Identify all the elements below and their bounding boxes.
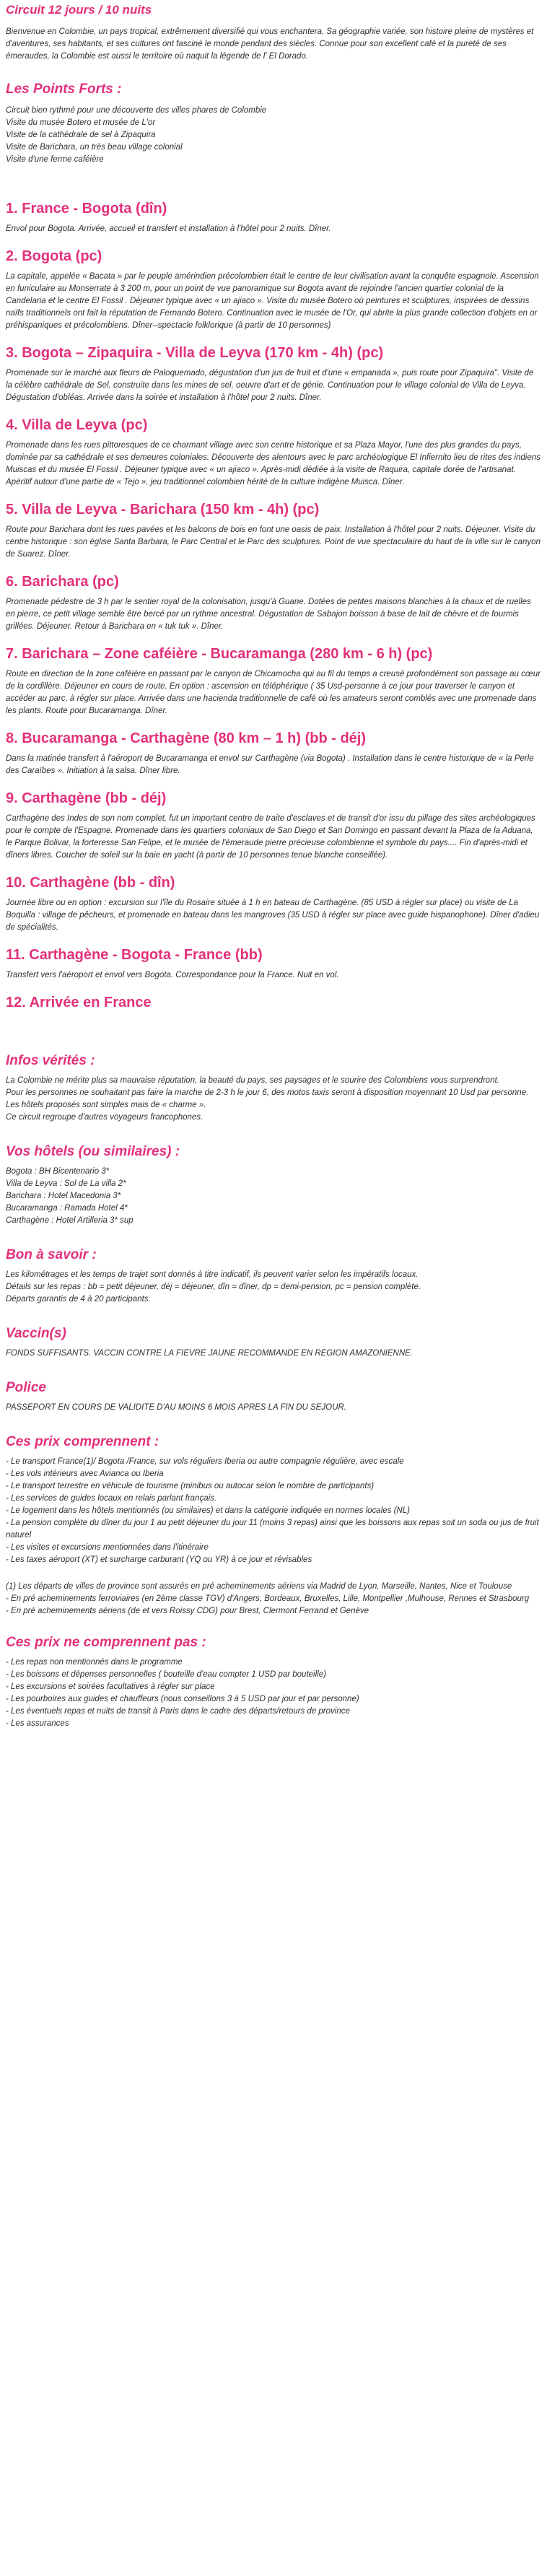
comprend-note: - En pré acheminements aériens (de et vers Roissy CDG) pour Brest, Clermont Ferrand et Genève — [6, 1607, 369, 1615]
ne-comprend-line: - Les boissons et dépenses personnelles ( bouteille d'eau compter 1 USD par bouteille) — [6, 1670, 326, 1679]
comprend-line: - Le transport France(1)/ Bogota /France, sur vols réguliers Iberia ou autre compagnie régulière, avec escale — [6, 1457, 404, 1466]
bon-savoir-heading: Bon à savoir : — [6, 1247, 97, 1262]
hotels-list — [6, 1166, 541, 1227]
ne-comprend-line: - Les repas non mentionnés dans le programme — [6, 1658, 183, 1667]
ne-comprend-list — [6, 1656, 541, 1730]
day-title: 6. Barichara (pc) — [6, 574, 119, 590]
infos-heading: Infos vérités : — [6, 1053, 95, 1068]
points-forts-list — [6, 105, 541, 166]
day-text: La capitale, appelée « Bacata » par le peuple amérindien précolombien était le centre de leur civilisation avant la conquête espagnole. Ascension en funiculaire au Monserrate à 3 200 m, pour un point de vue panoramique sur Bogota avant de rejoindre l'ancien quartier colonial de la Candelaria et le centre El Fossil . Déjeuner typique avec « un ajiaco ». Visite du musée Botero où peintures et sculptures, inspirées de dessins naïfs traditionnels ont fait la réputation de Fernando Botero. Continuation avec le musée de l'Or, qui abrite la plus grande collection d'objets en or préhispaniques et précolombiens. Dîner--spectacle folklorique (à partir de 10 personnes) — [6, 272, 539, 330]
hotels-heading: Vos hôtels (ou similaires) : — [6, 1144, 180, 1159]
day-text: Transfert vers l'aéroport et envol vers Bogota. Correspondance pour la France. Nuit en vol. — [6, 971, 339, 979]
bon-savoir-line: Détails sur les repas : bb = petit déjeuner, déj = déjeuner, dîn = dîner, dp = demi-pension, pc = pension complète. — [6, 1283, 421, 1291]
day-text: Promenade dans les rues pittoresques de ce charmant village avec son centre historique et sa Plaza Mayor, l'une des plus grandes du pays, dominée par sa cathédrale et ses demeures coloniales. Découverte des alentours avec le parc archéologique El Infiernito lieu de rites des indiens Muiscas et du musée El Fossil . Déjeuner typique avec « un ajiaco ». Après-midi dédiée à la visite de Raquira, capitale dorée de l'artisanat. Apéritif autour d'une partie de « Tejo », jeu traditionnel colombien hérité de la culture indigène Muisca. Dîner. — [6, 441, 541, 486]
comprend-note: (1) Les départs de villes de province sont assurés en pré acheminements aériens via Madrid de Lyon, Marseille, Nantes, Nice et Toulouse — [6, 1582, 512, 1591]
ne-comprend-heading: Ces prix ne comprennent pas : — [6, 1635, 206, 1650]
day-title: 4. Villa de Leyva (pc) — [6, 417, 148, 433]
infos-line: Pour les personnes ne souhaitant pas faire la marche de 2-3 h le jour 6, des motos taxis seront à disposition moyennant 10 Usd par personne. — [6, 1088, 529, 1097]
points-forts-heading: Les Points Forts : — [6, 82, 122, 97]
day-title: 1. France - Bogota (dîn) — [6, 201, 167, 217]
comprend-notes — [6, 1581, 541, 1617]
day-title: 7. Barichara – Zone caféière - Bucaramanga (280 km - 6 h) (pc) — [6, 646, 433, 662]
comprend-line: - Les taxes aéroport (XT) et surcharge carburant (YQ ou YR) à ce jour et révisables — [6, 1555, 312, 1564]
day-title: 10. Carthagène (bb - dîn) — [6, 875, 175, 891]
day-title: 11. Carthagène - Bogota - France (bb) — [6, 947, 263, 963]
infos-line: La Colombie ne mérite plus sa mauvaise réputation, la beauté du pays, ses paysages et le sourire des Colombiens vous surprendront. — [6, 1076, 499, 1085]
intro-paragraph: Bienvenue en Colombie, un pays tropical, extrêmement diversifié qui vous enchantera. Sa géographie variée, son histoire pleine de mystères et d'aventures, ses habitants, et ses cultures ont fasciné le monde pendant des siècles. Connue pour son excellent café et la pureté de ses émeraudes, la Colombie est aussi le territoire où naquit la légende de l' El Dorado. — [6, 27, 534, 61]
day-text: Promenade sur le marché aux fleurs de Paloquemado, dégustation d'un jus de fruit et d'une « empanada », puis route pour Zipaquira". Visite de la célèbre cathédrale de Sel, construite dans les mines de sel, oeuvre d'art et de génie. Continuation pour le village colonial de Villa de Leyva. Dégustation d'obléas. Arrivée dans la soirée et installation à l'hôtel pour 2 nuits. Dîner. — [6, 369, 534, 402]
circuit-title: Circuit 12 jours / 10 nuits — [6, 3, 152, 17]
points-forts-item: Visite d'une ferme caféière — [6, 155, 104, 164]
comprend-line: - Les services de guides locaux en relais parlant français. — [6, 1494, 217, 1503]
points-forts-item: Visite de Barichara, un très beau village colonial — [6, 143, 183, 152]
ne-comprend-line: - Les excursions et soirées facultatives à régler sur place — [6, 1682, 215, 1691]
day-title: 8. Bucaramanga - Carthagène (80 km – 1 h) (bb - déj) — [6, 730, 367, 746]
police-text: PASSEPORT EN COURS DE VALIDITE D'AU MOINS 6 MOIS APRES LA FIN DU SEJOUR. — [6, 1403, 346, 1412]
police-heading: Police — [6, 1380, 46, 1395]
vaccin-heading: Vaccin(s) — [6, 1326, 66, 1341]
infos-list — [6, 1075, 541, 1124]
day-text: Route pour Barichara dont les rues pavées et les balcons de bois en font une oasis de paix. Installation à l'hôtel pour 2 nuits. Déjeuner. Visite du centre historique : son église Santa Barbara, le Parc Central et le Parc des sculptures. Point de vue spectaculaire du haut de la ville sur le canyon de Suarez. Dîner. — [6, 525, 541, 559]
hotel-line: Barichara : Hotel Macedonia 3* — [6, 1192, 121, 1200]
day-title: 3. Bogota – Zipaquira - Villa de Leyva (170 km - 4h) (pc) — [6, 345, 384, 361]
comprend-line: - La pension complète du dîner du jour 1 au petit déjeuner du jour 11 (moins 3 repas) ainsi que les boissons aux repas soit un soda ou jus de fruit naturel — [6, 1519, 539, 1540]
points-forts-item: Visite de la cathédrale de sel à Zipaquira — [6, 131, 156, 139]
day-text: Carthagène des Indes de son nom complet, fut un important centre de traite d'esclaves et de transit d'or issu du pillage des sites archéologiques pour le compte de l'Espagne. Promenade dans les quartiers coloniaux de San Diego et San Domingo en passant devant la Plaza de la Aduana, le Parque Bolivar, la forteresse San Felipe, et le musée de l'émeraude pierre précieuse colombienne et symbole du pays.... Fin d'après-midi et dîners libres. Coucher de soleil sur la baie en yacht (à partir de 10 personnes tenue blanche conseillée). — [6, 814, 535, 860]
day-text: Promenade pédestre de 3 h par le sentier royal de la colonisation, jusqu'à Guane. Dotées de petites maisons blanchies à la chaux et de ruelles en pierre, ce petit village semble être bercé par un rythme ancestral. Dégustation de Sabajon boisson à base de lait de chèvre et de fourmis grillées. Déjeuner. Retour à Barichara en « tuk tuk ». Dîner. — [6, 598, 531, 631]
day-title: 12. Arrivée en France — [6, 995, 152, 1010]
infos-line: Ce circuit regroupe d'autres voyageurs francophones. — [6, 1113, 204, 1122]
ne-comprend-line: - Les éventuels repas et nuits de transit à Paris dans le cadre des départs/retours de province — [6, 1707, 350, 1716]
bon-savoir-line: Départs garantis de 4 à 20 participants. — [6, 1295, 151, 1304]
day-title: 2. Bogota (pc) — [6, 248, 102, 264]
comprend-line: - Le transport terrestre en véhicule de tourisme (minibus ou autocar selon le nombre de participants) — [6, 1482, 375, 1490]
vaccin-text: FONDS SUFFISANTS. VACCIN CONTRE LA FIEVRE JAUNE RECOMMANDE EN REGION AMAZONIENNE. — [6, 1349, 413, 1358]
day-text: Envol pour Bogota. Arrivée, accueil et transfert et installation à l'hôtel pour 2 nuits. Dîner. — [6, 224, 331, 233]
comprend-line: - Le logement dans les hôtels mentionnés (ou similaires) et dans la catégorie indiquée en normes locales (NL) — [6, 1506, 410, 1515]
comprend-note: - En pré acheminements ferroviaires (en 2ème classe TGV) d'Angers, Bordeaux, Bruxelles, Lille, Montpellier ,Mulhouse, Rennes et Strasbourg — [6, 1594, 530, 1603]
document — [0, 3, 547, 1730]
hotel-line: Carthagène : Hotel Artilleria 3* sup — [6, 1216, 134, 1225]
hotel-line: Villa de Leyva : Sol de La villa 2* — [6, 1179, 126, 1188]
day-title: 5. Villa de Leyva - Barichara (150 km - 4h) (pc) — [6, 502, 320, 518]
comprend-line: - Les visites et excursions mentionnées dans l'itinéraire — [6, 1543, 209, 1552]
day-text: Route en direction de la zone caféière en passant par le canyon de Chicamocha qui au fil du temps a creusé profondément son passage au cœur de la cordillère. Déjeuner en cours de route. En option : ascension en téléphérique ( 35 Usd-personne à ce jour pour traverser le canyon et accéder au parc, à régler sur place. Arrivée dans une hacienda traditionnelle de café où les amateurs seront comblés avec une promenade dans les plants. Route pour Bucaramanga. Dîner. — [6, 670, 541, 715]
comprend-list — [6, 1456, 541, 1566]
hotel-line: Bucaramanga : Ramada Hotel 4* — [6, 1204, 128, 1213]
bon-savoir-list — [6, 1269, 541, 1306]
day-text: Dans la matinée transfert à l'aéroport de Bucaramanga et envol sur Carthagène (via Bogota) . Installation dans le centre historique de « la Perle des Caraïbes ». Initiation à la salsa. Dîner libre. — [6, 754, 534, 775]
points-forts-item: Circuit bien rythmé pour une découverte des villes phares de Colombie — [6, 106, 267, 115]
day-title: 9. Carthagène (bb - déj) — [6, 790, 167, 806]
day-text: Journée libre ou en option : excursion sur l'île du Rosaire située à 1 h en bateau de Carthagène. (85 USD à régler sur place) ou visite de La Boquilla : village de pêcheurs, et promenade en bateau dans les mangroves (35 USD à régler sur place avec guide hispanophone). Dîner d'adieu de spécialités. — [6, 899, 540, 932]
bon-savoir-line: Les kilométrages et les temps de trajet sont donnés à titre indicatif, ils peuvent varier selon les impératifs locaux. — [6, 1270, 419, 1279]
infos-line: Les hôtels proposés sont simples mais de « charme ». — [6, 1101, 206, 1109]
ne-comprend-line: - Les assurances — [6, 1719, 69, 1728]
comprend-line: - Les vols intérieurs avec Avianca ou Iberia — [6, 1470, 164, 1478]
ne-comprend-line: - Les pourboires aux guides et chauffeurs (nous conseillons 3 à 5 USD par jour et par personne) — [6, 1695, 359, 1703]
comprend-heading: Ces prix comprennent : — [6, 1434, 159, 1449]
points-forts-item: Visite du musée Botero et musée de L'or — [6, 118, 156, 127]
hotel-line: Bogota : BH Bicentenario 3* — [6, 1167, 110, 1176]
